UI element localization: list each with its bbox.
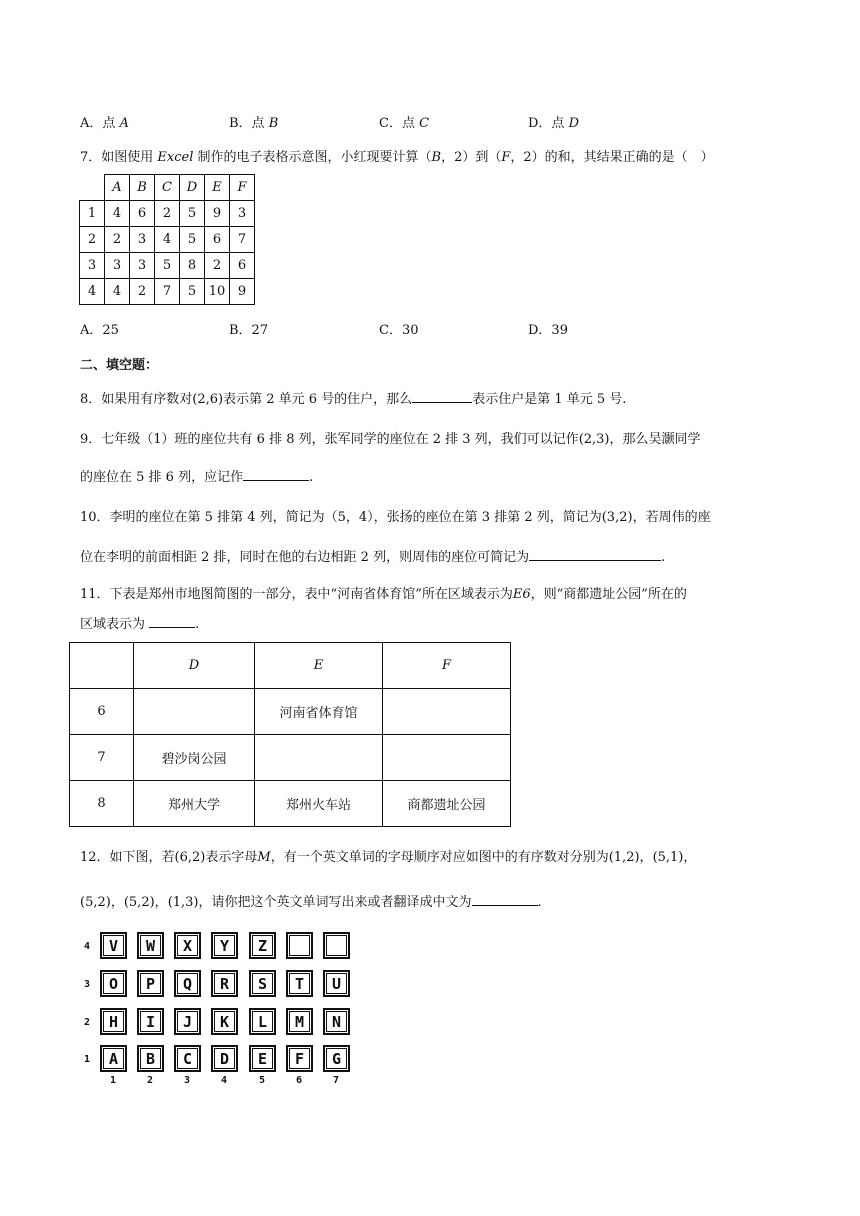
letter-cell: O bbox=[100, 970, 127, 997]
letter-cell: L bbox=[249, 1008, 276, 1035]
excel-row bbox=[80, 279, 255, 305]
excel-header: F bbox=[230, 175, 255, 201]
excel-cell: 5 bbox=[180, 201, 205, 227]
section-heading: 二、填空题： bbox=[80, 358, 159, 373]
map-header: D bbox=[134, 643, 255, 689]
letter-cell: R bbox=[211, 970, 238, 997]
q6-option-c: C．点 C bbox=[379, 116, 430, 131]
excel-header: C bbox=[155, 175, 180, 201]
excel-row bbox=[80, 253, 255, 279]
letter-cell: J bbox=[174, 1008, 201, 1035]
letter-cell: U bbox=[323, 970, 350, 997]
letter-cell: N bbox=[323, 1008, 350, 1035]
letter-cell: T bbox=[286, 970, 313, 997]
excel-row bbox=[80, 227, 255, 253]
map-header: E bbox=[255, 643, 383, 689]
letter-cell: S bbox=[249, 970, 276, 997]
map-header bbox=[70, 643, 134, 689]
grid-col-label: 4 bbox=[221, 1075, 228, 1086]
map-cell: 7 bbox=[70, 735, 134, 781]
letter-cell bbox=[286, 932, 313, 959]
letter-cell: W bbox=[137, 932, 164, 959]
map-cell: 碧沙岗公园 bbox=[134, 735, 255, 781]
letter-cell: Y bbox=[211, 932, 238, 959]
excel-cell: 3 bbox=[80, 253, 105, 279]
grid-col-label: 5 bbox=[259, 1075, 266, 1086]
excel-cell: 2 bbox=[205, 253, 230, 279]
q10-question-line2: 位在李明的前面相距 2 排，同时在他的右边相距 2 列，则周伟的座位可简记为 . bbox=[80, 550, 666, 565]
excel-corner bbox=[80, 175, 105, 201]
q6-option-a: A．点 A bbox=[80, 116, 129, 131]
letter-cell bbox=[323, 932, 350, 959]
grid-col-label: 7 bbox=[333, 1075, 340, 1086]
excel-cell: 4 bbox=[105, 201, 130, 227]
excel-header: B bbox=[130, 175, 155, 201]
letter-cell: E bbox=[249, 1045, 276, 1072]
q7-option-b: B．27 bbox=[229, 323, 269, 338]
excel-cell: 7 bbox=[230, 227, 255, 253]
grid-col-label: 6 bbox=[296, 1075, 303, 1086]
excel-cell: 2 bbox=[155, 201, 180, 227]
letter-cell: C bbox=[174, 1045, 201, 1072]
excel-cell: 6 bbox=[230, 253, 255, 279]
excel-cell: 10 bbox=[205, 279, 230, 305]
excel-cell: 7 bbox=[155, 279, 180, 305]
map-cell: 8 bbox=[70, 781, 134, 827]
letter-cell: F bbox=[286, 1045, 313, 1072]
excel-header: E bbox=[205, 175, 230, 201]
excel-cell: 5 bbox=[155, 253, 180, 279]
map-cell: 6 bbox=[70, 689, 134, 735]
map-cell bbox=[134, 689, 255, 735]
map-cell: 郑州大学 bbox=[134, 781, 255, 827]
q12-question-line2: (5,2)，(5,2)，(1,3)，请你把这个英文单词写出来或者翻译成中文为 . bbox=[80, 895, 542, 910]
letter-cell: G bbox=[323, 1045, 350, 1072]
q11-question-line1: 11．下表是郑州市地图简图的一部分，表中“河南省体育馆”所在区域表示为E6，则“商都遗址公园”所在的 bbox=[80, 587, 687, 602]
excel-cell: 2 bbox=[130, 279, 155, 305]
map-row bbox=[70, 689, 511, 735]
letter-cell: D bbox=[211, 1045, 238, 1072]
map-cell: 河南省体育馆 bbox=[255, 689, 383, 735]
excel-row bbox=[80, 201, 255, 227]
letter-cell: Z bbox=[249, 932, 276, 959]
answer-blank bbox=[149, 615, 195, 628]
excel-cell: 2 bbox=[80, 227, 105, 253]
q9-question-line1: 9．七年级（1）班的座位共有 6 排 8 列，张军同学的座位在 2 排 3 列，我们可以记作(2,3)，那么吴灏同学 bbox=[80, 432, 701, 447]
excel-cell: 3 bbox=[105, 253, 130, 279]
excel-cell: 1 bbox=[80, 201, 105, 227]
letter-cell: H bbox=[100, 1008, 127, 1035]
q10-question-line1: 10．李明的座位在第 5 排第 4 列，简记为（5，4），张扬的座位在第 3 排第 2 列，简记为(3,2)，若周伟的座 bbox=[80, 510, 711, 525]
map-cell: 郑州火车站 bbox=[255, 781, 383, 827]
map-cell bbox=[255, 735, 383, 781]
letter-grid bbox=[78, 930, 368, 1090]
map-cell: 商都遗址公园 bbox=[383, 781, 511, 827]
letter-cell: P bbox=[137, 970, 164, 997]
map-header: F bbox=[383, 643, 511, 689]
letter-cell: M bbox=[286, 1008, 313, 1035]
excel-cell: 2 bbox=[105, 227, 130, 253]
grid-col-label: 3 bbox=[184, 1075, 191, 1086]
letter-cell: I bbox=[137, 1008, 164, 1035]
map-row bbox=[70, 735, 511, 781]
answer-blank bbox=[412, 390, 472, 403]
q7-option-a: A．25 bbox=[80, 323, 119, 338]
answer-blank bbox=[472, 893, 538, 906]
excel-header: D bbox=[180, 175, 205, 201]
answer-blank bbox=[529, 548, 661, 561]
excel-cell: 3 bbox=[130, 227, 155, 253]
grid-col-label: 2 bbox=[147, 1075, 154, 1086]
map-row bbox=[70, 781, 511, 827]
q9-question-line2: 的座位在 5 排 6 列，应记作 . bbox=[80, 470, 314, 485]
letter-cell: A bbox=[100, 1045, 127, 1072]
grid-row-label: 2 bbox=[84, 1017, 91, 1028]
excel-cell: 5 bbox=[180, 227, 205, 253]
q7-question: 7．如图使用 Excel 制作的电子表格示意图，小红现要计算（B，2）到（F，2）的和，其结果正确的是（ ） bbox=[80, 150, 714, 165]
letter-cell: Q bbox=[174, 970, 201, 997]
excel-cell: 4 bbox=[155, 227, 180, 253]
grid-col-label: 1 bbox=[110, 1075, 117, 1086]
excel-header: A bbox=[105, 175, 130, 201]
excel-cell: 4 bbox=[80, 279, 105, 305]
grid-row-label: 4 bbox=[84, 941, 91, 952]
excel-cell: 8 bbox=[180, 253, 205, 279]
q6-option-b: B．点 B bbox=[229, 116, 279, 131]
q6-option-d: D．点 D bbox=[528, 116, 579, 131]
excel-cell: 6 bbox=[130, 201, 155, 227]
q12-question-line1: 12．如下图，若(6,2)表示字母M，有一个英文单词的字母顺序对应如图中的有序数对分别为(1,2)，(5,1)， bbox=[80, 850, 697, 865]
q8-question: 8．如果用有序数对(2,6)表示第 2 单元 6 号的住户，那么 表示住户是第 1 单元 5 号. bbox=[80, 392, 627, 407]
excel-cell: 9 bbox=[230, 279, 255, 305]
grid-row-label: 3 bbox=[84, 979, 91, 990]
excel-cell: 5 bbox=[180, 279, 205, 305]
excel-cell: 4 bbox=[105, 279, 130, 305]
map-cell bbox=[383, 689, 511, 735]
grid-row-label: 1 bbox=[84, 1054, 91, 1065]
excel-table bbox=[79, 174, 255, 305]
q7-option-d: D．39 bbox=[528, 323, 568, 338]
q11-question-line2: 区域表示为 . bbox=[80, 617, 200, 632]
letter-cell: K bbox=[211, 1008, 238, 1035]
excel-cell: 6 bbox=[205, 227, 230, 253]
letter-cell: X bbox=[174, 932, 201, 959]
excel-cell: 3 bbox=[230, 201, 255, 227]
map-table bbox=[69, 642, 511, 827]
excel-cell: 3 bbox=[130, 253, 155, 279]
answer-blank bbox=[243, 468, 309, 481]
letter-cell: B bbox=[137, 1045, 164, 1072]
q7-option-c: C．30 bbox=[379, 323, 419, 338]
excel-cell: 9 bbox=[205, 201, 230, 227]
map-cell bbox=[383, 735, 511, 781]
letter-cell: V bbox=[100, 932, 127, 959]
